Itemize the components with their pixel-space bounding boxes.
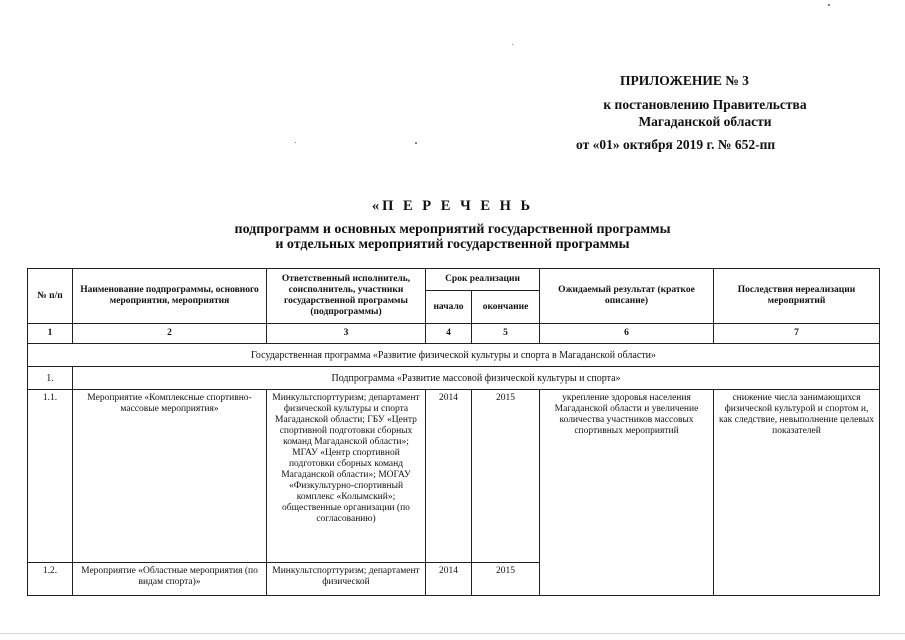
appendix-date: от «01» октября 2019 г. № 652-пп (576, 137, 776, 152)
program-row (28, 344, 880, 367)
col-number: 2 (73, 324, 267, 344)
row-executor: Минкультспорттуризм; департамент физической культуры и спорта Магаданской области; ГБУ «Центр спортивной подготовки сборных команд Магаданской области»; МГАУ «Центр спортивной подготовки сборных команд Магаданской области»; МОГАУ «Физкультурно-спортивный комплекс «Колымский»; общественные организации (по согласованию) (267, 390, 426, 563)
scan-speck (512, 44, 513, 45)
header-period: Срок реализации (426, 269, 540, 291)
row-result: укрепление здоровья населения Магаданской области и увеличение количества участников массовых спортивных мероприятий (540, 390, 714, 596)
subtitle-line-2: и отдельных мероприятий государственной программы (275, 237, 630, 252)
row-end: 2015 (472, 390, 540, 563)
header-start: начало (426, 291, 472, 324)
col-number: 1 (28, 324, 73, 344)
appendix-line-2: к постановлению Правительства (603, 97, 807, 112)
header-end: окончание (472, 291, 540, 324)
row-end: 2015 (472, 563, 540, 596)
header-result: Ожидаемый результат (краткое описание) (540, 269, 714, 324)
row-num: 1.2. (28, 563, 73, 596)
scan-speck (415, 142, 417, 144)
document-title: «П Е Р Е Ч Е Н Ь (371, 198, 534, 214)
col-number: 7 (714, 324, 880, 344)
col-number: 6 (540, 324, 714, 344)
row-name: Мероприятие «Комплексные спортивно-массовые мероприятия» (73, 390, 267, 563)
scan-speck (295, 142, 296, 143)
row-consequences: снижение числа занимающихся физической культурой и спортом и, как следствие, невыполнение целевых показателей (714, 390, 880, 596)
appendix-line-3: Магаданской области (638, 114, 772, 129)
col-number: 4 (426, 324, 472, 344)
scan-speck (828, 4, 830, 6)
appendix-number: ПРИЛОЖЕНИЕ № 3 (620, 73, 749, 88)
document-subtitle (0, 222, 905, 252)
row-start: 2014 (426, 563, 472, 596)
row-name: Мероприятие «Областные мероприятия (по видам спорта)» (73, 563, 267, 596)
header-executor: Ответственный исполнитель, соисполнитель, участники государственной программы (подпрограммы) (267, 269, 426, 324)
row-num: 1.1. (28, 390, 73, 563)
col-number: 5 (472, 324, 540, 344)
subprogram-num: 1. (28, 367, 73, 390)
col-number: 3 (267, 324, 426, 344)
header-num: № п/п (28, 269, 73, 324)
subprogram-row (28, 367, 880, 390)
scan-artifact-line (0, 633, 905, 634)
row-start: 2014 (426, 390, 472, 563)
subtitle-line-1: подпрограмм и основных мероприятий государственной программы (234, 222, 671, 237)
subprogram-title: Подпрограмма «Развитие массовой физической культуры и спорта» (73, 367, 880, 390)
header-name: Наименование подпрограммы, основного мероприятия, мероприятия (73, 269, 267, 324)
row-executor: Минкультспорттуризм; департамент физической (267, 563, 426, 596)
column-numbers-row (28, 324, 880, 344)
table-row (28, 390, 880, 563)
measures-table (27, 268, 880, 596)
header-consequences: Последствия нереализации мероприятий (714, 269, 880, 324)
program-title: Государственная программа «Развитие физической культуры и спорта в Магаданской области» (28, 344, 880, 367)
